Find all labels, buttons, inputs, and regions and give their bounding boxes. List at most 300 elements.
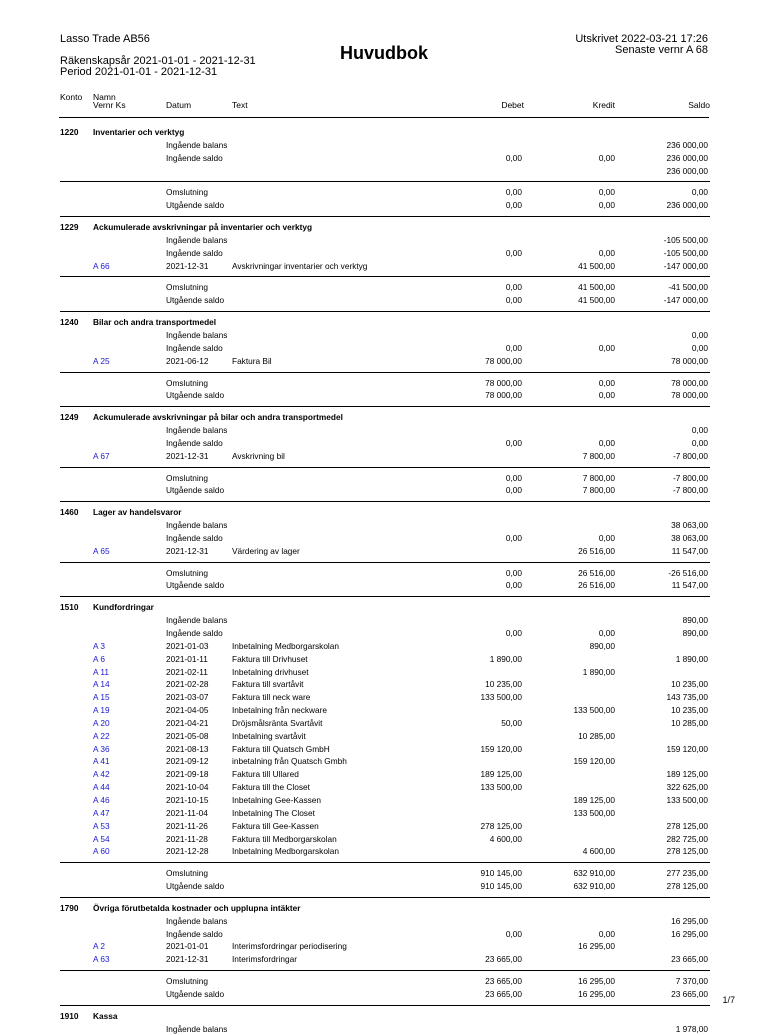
- row-saldo: -41 500,00: [668, 282, 708, 293]
- row-text: Dröjsmålsränta Svartåvit: [232, 717, 323, 728]
- row-kredit: 0,00: [598, 928, 615, 939]
- row-date: 2021-02-11: [166, 666, 208, 677]
- row-saldo: 189 125,00: [666, 769, 708, 780]
- row-date: 2021-11-28: [166, 833, 208, 844]
- row-date: Omslutning: [166, 472, 208, 483]
- row-saldo: 10 235,00: [671, 705, 708, 716]
- ledger-row: [0, 1023, 768, 1035]
- ledger-row: [0, 755, 768, 768]
- row-debet: 278 125,00: [480, 820, 522, 831]
- row-text: Inbetalning drivhuset: [232, 666, 309, 677]
- row-date: 2021-01-01: [166, 941, 209, 952]
- ledger-row: [0, 717, 768, 730]
- voucher-link[interactable]: A 20: [93, 717, 110, 728]
- ledger-row: [0, 627, 768, 640]
- col-saldo: Saldo: [688, 100, 710, 110]
- ledger-row: [0, 342, 768, 355]
- total-row: [0, 389, 768, 402]
- period: Period 2021-01-01 - 2021-12-31: [60, 66, 218, 78]
- row-date: 2021-01-11: [166, 653, 208, 664]
- ledger-row: [0, 545, 768, 558]
- fiscal-year: Räkenskapsår 2021-01-01 - 2021-12-31: [60, 55, 256, 67]
- row-date: 2021-09-12: [166, 756, 209, 767]
- row-kredit: 0,00: [598, 628, 615, 638]
- voucher-link[interactable]: A 19: [93, 705, 110, 716]
- ledger-row: [0, 940, 768, 953]
- total-row: [0, 472, 768, 485]
- row-kredit: 0,00: [598, 377, 615, 388]
- ledger-row: [0, 152, 768, 165]
- column-header: [60, 92, 710, 114]
- row-saldo: 0,00: [691, 329, 708, 340]
- row-kredit: 159 120,00: [573, 756, 615, 767]
- total-row: [0, 199, 768, 212]
- account-name: Ackumulerade avskrivningar på inventarier och verktyg: [93, 222, 313, 233]
- ledger-row: [0, 329, 768, 342]
- account-number: 1240: [60, 317, 79, 328]
- section-divider: [60, 862, 710, 863]
- section-divider: [60, 372, 710, 373]
- section-divider: [60, 970, 710, 971]
- account-number: 1790: [60, 902, 79, 913]
- row-saldo: 11 547,00: [671, 580, 708, 591]
- row-date: 2021-12-31: [166, 450, 209, 461]
- section-divider: [60, 311, 710, 312]
- row-kredit: 632 910,00: [573, 881, 615, 892]
- row-saldo: 236 000,00: [666, 139, 708, 150]
- voucher-link[interactable]: A 22: [93, 730, 110, 741]
- row-kredit: 7 800,00: [582, 450, 615, 461]
- ledger-row: [0, 768, 768, 781]
- row-saldo: 1 978,00: [675, 1023, 708, 1034]
- row-date: Ingående saldo: [166, 928, 223, 939]
- row-text: Faktura till the Closet: [232, 782, 310, 793]
- row-debet: 23 665,00: [485, 988, 522, 999]
- row-date: Utgående saldo: [166, 485, 225, 496]
- col-debet: Debet: [501, 100, 524, 110]
- row-debet: 0,00: [505, 580, 522, 591]
- voucher-link[interactable]: A 66: [93, 260, 110, 271]
- ledger-row: [0, 820, 768, 833]
- account-header: [0, 506, 768, 519]
- col-datum: Datum: [166, 100, 192, 110]
- row-saldo: 282 725,00: [666, 833, 708, 844]
- row-date: 2021-02-28: [166, 679, 209, 690]
- row-date: Utgående saldo: [166, 881, 225, 892]
- voucher-link[interactable]: A 41: [93, 756, 110, 767]
- row-text: Avskrivning bil: [232, 450, 285, 461]
- row-debet: 0,00: [505, 628, 522, 638]
- ledger-row: [0, 845, 768, 858]
- row-date: Ingående saldo: [166, 247, 223, 258]
- voucher-link[interactable]: A 14: [93, 679, 110, 690]
- row-date: 2021-08-13: [166, 743, 209, 754]
- voucher-link[interactable]: A 54: [93, 833, 110, 844]
- row-debet: 23 665,00: [485, 976, 522, 987]
- row-kredit: 41 500,00: [578, 260, 615, 271]
- row-text: Faktura Bil: [232, 355, 272, 366]
- row-kredit: 4 600,00: [582, 846, 615, 857]
- row-date: 2021-04-05: [166, 705, 209, 716]
- row-text: Interimsfordringar: [232, 954, 298, 965]
- row-saldo: 0,00: [691, 187, 708, 198]
- row-date: Omslutning: [166, 868, 208, 879]
- row-debet: 133 500,00: [480, 692, 522, 703]
- ledger-row: [0, 532, 768, 545]
- row-debet: 0,00: [505, 152, 522, 163]
- total-row: [0, 281, 768, 294]
- row-date: Omslutning: [166, 976, 208, 987]
- row-date: Utgående saldo: [166, 390, 225, 401]
- row-saldo: -147 000,00: [663, 295, 708, 306]
- row-date: Omslutning: [166, 282, 208, 293]
- ledger-row: [0, 653, 768, 666]
- voucher-link[interactable]: A 2: [93, 941, 105, 952]
- section-divider: [60, 897, 710, 898]
- row-date: Ingående saldo: [166, 437, 223, 448]
- row-saldo: 159 120,00: [666, 743, 708, 754]
- row-saldo: 322 625,00: [666, 782, 708, 793]
- ledger-row: [0, 730, 768, 743]
- row-kredit: 0,00: [598, 247, 615, 258]
- row-debet: 23 665,00: [485, 954, 522, 965]
- row-date: Ingående saldo: [166, 342, 223, 353]
- row-text: Interimsfordringar periodisering: [232, 941, 347, 952]
- row-kredit: 890,00: [589, 640, 615, 651]
- row-saldo: 10 285,00: [671, 717, 708, 728]
- account-header: [0, 316, 768, 329]
- row-debet: 0,00: [505, 342, 522, 353]
- row-debet: 0,00: [505, 532, 522, 543]
- ledger-row: [0, 234, 768, 247]
- ledger-row: [0, 666, 768, 679]
- ledger-row: [0, 781, 768, 794]
- ledger-row: [0, 928, 768, 941]
- row-saldo: 16 295,00: [671, 915, 708, 926]
- row-kredit: 133 500,00: [573, 705, 615, 716]
- row-saldo: 78 000,00: [671, 355, 708, 366]
- row-kredit: 0,00: [598, 200, 615, 211]
- row-saldo: 277 235,00: [666, 868, 708, 879]
- row-saldo: 278 125,00: [666, 881, 708, 892]
- header-divider: [59, 117, 709, 118]
- row-text: Inbetalning The Closet: [232, 807, 315, 818]
- ledger-row: [0, 640, 768, 653]
- company-name: Lasso Trade AB56: [60, 33, 150, 45]
- row-debet: 4 600,00: [489, 833, 522, 844]
- row-date: Utgående saldo: [166, 295, 225, 306]
- voucher-link[interactable]: A 42: [93, 769, 110, 780]
- account-name: Inventarier och verktyg: [93, 127, 185, 137]
- row-kredit: 26 516,00: [578, 580, 615, 591]
- col-namn: Namn: [93, 92, 116, 102]
- row-kredit: 41 500,00: [578, 295, 615, 306]
- row-kredit: 0,00: [598, 342, 615, 353]
- row-date: Ingående balans: [166, 915, 228, 926]
- ledger-row: [0, 704, 768, 717]
- total-row: [0, 484, 768, 497]
- account-number: 1910: [60, 1010, 79, 1021]
- page-number: 1/7: [722, 995, 735, 1005]
- row-date: 2021-11-26: [166, 820, 208, 831]
- row-saldo: 23 665,00: [671, 988, 708, 999]
- account-header: [0, 1010, 768, 1023]
- voucher-link[interactable]: A 53: [93, 820, 110, 831]
- row-text: Faktura till Drivhuset: [232, 653, 308, 664]
- row-saldo: 890,00: [682, 628, 708, 638]
- voucher-link[interactable]: A 3: [93, 640, 105, 651]
- row-date: Ingående balans: [166, 139, 228, 150]
- row-date: Ingående balans: [166, 1023, 228, 1034]
- voucher-link[interactable]: A 47: [93, 807, 110, 818]
- row-debet: 1 890,00: [489, 653, 522, 664]
- row-saldo: 0,00: [691, 437, 708, 448]
- row-saldo: -7 800,00: [672, 472, 708, 483]
- row-kredit: 0,00: [598, 390, 615, 401]
- account-number: 1510: [60, 602, 79, 613]
- section-divider: [60, 406, 710, 407]
- ledger-row: [0, 743, 768, 756]
- row-date: Ingående saldo: [166, 628, 223, 638]
- ledger-row: [0, 139, 768, 152]
- row-saldo: 1 890,00: [675, 653, 708, 664]
- account-number: 1229: [60, 222, 79, 233]
- row-date: Ingående balans: [166, 520, 228, 531]
- row-text: Faktura till Ullared: [232, 769, 299, 780]
- row-kredit: 26 516,00: [578, 567, 615, 578]
- row-saldo: 23 665,00: [671, 954, 708, 965]
- ledger-row: [0, 260, 768, 273]
- row-saldo: 38 063,00: [671, 520, 708, 531]
- total-row: [0, 294, 768, 307]
- row-kredit: 10 285,00: [578, 730, 615, 741]
- row-saldo: 236 000,00: [666, 152, 708, 163]
- ledger-row: [0, 614, 768, 627]
- row-date: 2021-12-31: [166, 545, 209, 556]
- row-kredit: 0,00: [598, 437, 615, 448]
- row-saldo: 143 735,00: [666, 692, 708, 703]
- voucher-link[interactable]: A 11: [93, 666, 109, 677]
- row-saldo: 10 235,00: [671, 679, 708, 690]
- row-date: 2021-10-04: [166, 782, 209, 793]
- account-name: Övriga förutbetalda kostnader och upplupna intäkter: [93, 902, 301, 913]
- voucher-link[interactable]: A 36: [93, 743, 110, 754]
- ledger-row: [0, 355, 768, 368]
- account-number: 1249: [60, 412, 79, 423]
- account-header: [0, 221, 768, 234]
- printed-timestamp: Utskrivet 2022-03-21 17:26: [575, 33, 708, 45]
- row-kredit: 7 800,00: [582, 472, 615, 483]
- row-date: Ingående balans: [166, 425, 228, 436]
- row-debet: 910 145,00: [480, 881, 522, 892]
- row-date: Utgående saldo: [166, 988, 225, 999]
- row-date: 2021-09-18: [166, 769, 209, 780]
- row-debet: 10 235,00: [485, 679, 522, 690]
- row-saldo: 236 000,00: [666, 200, 708, 211]
- total-row: [0, 880, 768, 893]
- row-kredit: 189 125,00: [573, 794, 615, 805]
- ledger-row: [0, 678, 768, 691]
- row-date: 2021-10-15: [166, 794, 209, 805]
- account-header: [0, 411, 768, 424]
- row-text: Faktura till neck ware: [232, 692, 311, 703]
- row-text: Inbetalning Gee-Kassen: [232, 794, 322, 805]
- total-row: [0, 567, 768, 580]
- row-date: Ingående saldo: [166, 532, 223, 543]
- account-name: Ackumulerade avskrivningar på bilar och andra transportmedel: [93, 412, 343, 423]
- row-kredit: 133 500,00: [573, 807, 615, 818]
- row-saldo: -105 500,00: [663, 234, 708, 245]
- account-name: Kassa: [93, 1010, 118, 1021]
- total-row: [0, 186, 768, 199]
- row-date: 2021-01-03: [166, 640, 209, 651]
- last-voucher-number: Senaste vernr A 68: [615, 44, 708, 56]
- row-date: 2021-06-12: [166, 355, 209, 366]
- row-debet: 0,00: [505, 282, 522, 293]
- row-kredit: 0,00: [598, 187, 615, 198]
- row-debet: 910 145,00: [480, 868, 522, 879]
- total-row: [0, 975, 768, 988]
- col-text: Text: [232, 100, 248, 110]
- row-date: Utgående saldo: [166, 580, 225, 591]
- total-row: [0, 988, 768, 1001]
- row-date: Ingående balans: [166, 329, 228, 340]
- row-saldo: -105 500,00: [663, 247, 708, 258]
- voucher-link[interactable]: A 65: [93, 545, 110, 556]
- section-divider: [60, 562, 710, 563]
- row-kredit: 7 800,00: [582, 485, 615, 496]
- page-title: Huvudbok: [340, 43, 428, 63]
- row-debet: 78 000,00: [485, 377, 522, 388]
- row-saldo: 78 000,00: [671, 390, 708, 401]
- ledger-row: [0, 519, 768, 532]
- voucher-link[interactable]: A 6: [93, 653, 105, 664]
- col-kredit: Kredit: [592, 100, 615, 110]
- row-text: Faktura till Gee-Kassen: [232, 820, 319, 831]
- row-date: 2021-03-07: [166, 692, 209, 703]
- voucher-link[interactable]: A 44: [93, 782, 110, 793]
- row-kredit: 41 500,00: [578, 282, 615, 293]
- section-divider: [60, 276, 710, 277]
- row-text: Inbetalning Medborgarskolan: [232, 846, 340, 857]
- row-text: Värdering av lager: [232, 545, 300, 556]
- ledger-row: [0, 794, 768, 807]
- account-name: Kundfordringar: [93, 602, 154, 613]
- row-debet: 0,00: [505, 187, 522, 198]
- row-saldo: 890,00: [682, 615, 708, 626]
- voucher-link[interactable]: A 67: [93, 450, 110, 461]
- ledger-row: [0, 953, 768, 966]
- row-saldo: 0,00: [691, 425, 708, 436]
- row-date: Omslutning: [166, 187, 208, 198]
- row-date: 2021-12-28: [166, 846, 209, 857]
- voucher-link[interactable]: A 60: [93, 846, 110, 857]
- voucher-link[interactable]: A 25: [93, 355, 110, 366]
- row-kredit: 16 295,00: [578, 976, 615, 987]
- ledger-row: [0, 437, 768, 450]
- row-debet: 159 120,00: [480, 743, 522, 754]
- account-header: [0, 126, 768, 139]
- ledger-row: [0, 450, 768, 463]
- row-text: Inbetalning svartåvit: [232, 730, 306, 741]
- row-text: Avskrivningar inventarier och verktyg: [232, 260, 368, 271]
- voucher-link[interactable]: A 63: [93, 954, 110, 965]
- ledger-row: [0, 691, 768, 704]
- account-header: [0, 902, 768, 915]
- row-saldo: -26 516,00: [668, 567, 708, 578]
- section-divider: [60, 596, 710, 597]
- section-divider: [60, 1005, 710, 1006]
- account-name: Bilar och andra transportmedel: [93, 317, 217, 328]
- ledger-row: [0, 424, 768, 437]
- row-saldo: 11 547,00: [671, 545, 708, 556]
- row-saldo: 78 000,00: [671, 377, 708, 388]
- section-divider: [60, 216, 710, 217]
- row-date: Ingående saldo: [166, 152, 223, 163]
- row-date: Ingående balans: [166, 615, 228, 626]
- row-debet: 0,00: [505, 247, 522, 258]
- row-text: inbetalning från Quatsch Gmbh: [232, 756, 347, 767]
- row-kredit: 26 516,00: [578, 545, 615, 556]
- row-debet: 78 000,00: [485, 390, 522, 401]
- row-date: 2021-05-08: [166, 730, 209, 741]
- row-debet: 133 500,00: [480, 782, 522, 793]
- row-kredit: 16 295,00: [578, 941, 615, 952]
- row-kredit: 0,00: [598, 152, 615, 163]
- row-date: Ingående balans: [166, 234, 228, 245]
- row-kredit: 1 890,00: [582, 666, 615, 677]
- row-saldo: 278 125,00: [666, 846, 708, 857]
- total-row: [0, 377, 768, 390]
- row-text: Faktura till Quatsch GmbH: [232, 743, 330, 754]
- row-debet: 0,00: [505, 928, 522, 939]
- row-debet: 0,00: [505, 200, 522, 211]
- section-divider: [60, 467, 710, 468]
- ledger-row: [0, 833, 768, 846]
- voucher-link[interactable]: A 46: [93, 794, 110, 805]
- account-name: Lager av handelsvaror: [93, 507, 182, 518]
- row-saldo: 236 000,00: [666, 165, 708, 176]
- row-debet: 0,00: [505, 437, 522, 448]
- ledger-body: [0, 122, 768, 1035]
- ledger-row: [0, 807, 768, 820]
- row-date: Omslutning: [166, 567, 208, 578]
- total-row: [0, 579, 768, 592]
- row-kredit: 0,00: [598, 532, 615, 543]
- row-date: 2021-04-21: [166, 717, 209, 728]
- row-date: 2021-12-31: [166, 260, 209, 271]
- row-debet: 0,00: [505, 295, 522, 306]
- total-row: [0, 867, 768, 880]
- row-saldo: -147 000,00: [663, 260, 708, 271]
- row-debet: 0,00: [505, 485, 522, 496]
- row-text: Inbetalning Medborgarskolan: [232, 640, 340, 651]
- voucher-link[interactable]: A 15: [93, 692, 110, 703]
- row-kredit: 632 910,00: [573, 868, 615, 879]
- row-text: Faktura till Medborgarskolan: [232, 833, 337, 844]
- account-number: 1220: [60, 127, 79, 137]
- row-debet: 78 000,00: [485, 355, 522, 366]
- row-saldo: 16 295,00: [671, 928, 708, 939]
- col-konto: Konto: [60, 92, 83, 102]
- ledger-row: [0, 915, 768, 928]
- row-debet: 0,00: [505, 567, 522, 578]
- col-vernr-ks: Vernr Ks: [93, 100, 126, 110]
- row-saldo: 278 125,00: [666, 820, 708, 831]
- account-number: 1460: [60, 507, 79, 518]
- row-debet: 0,00: [505, 472, 522, 483]
- row-saldo: 133 500,00: [666, 794, 708, 805]
